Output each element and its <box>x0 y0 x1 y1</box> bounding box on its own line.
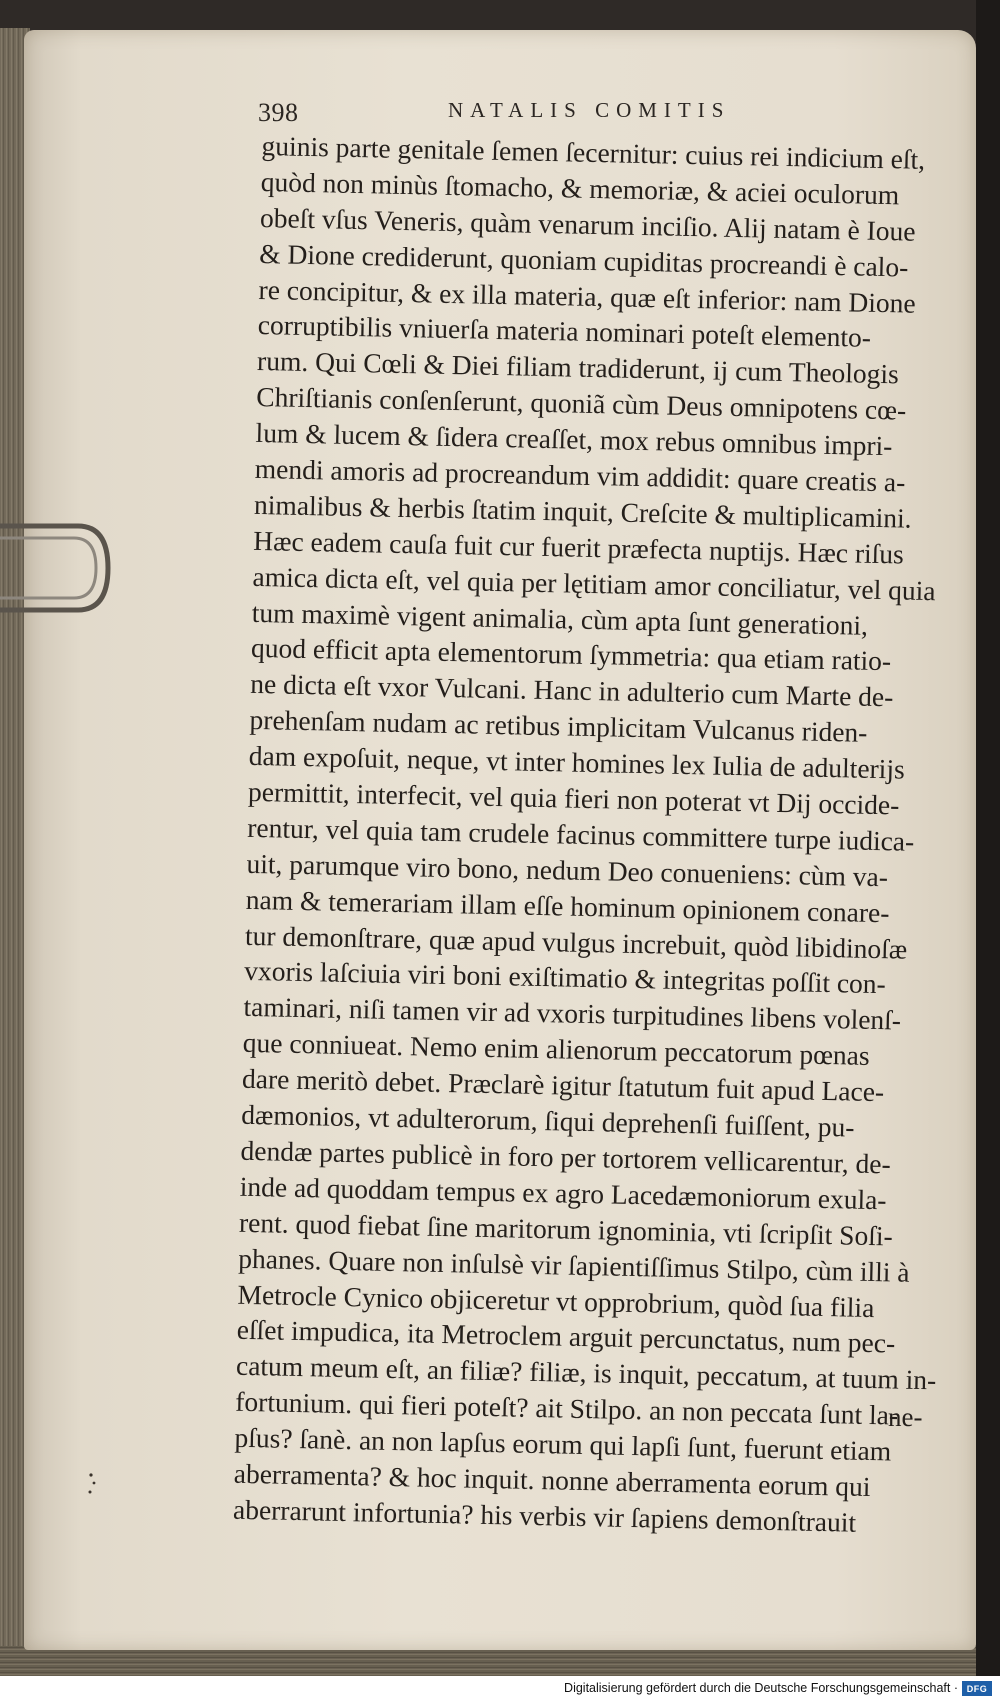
text-line: mendi amoris ad procreandum vim addidit: quare creatis a- <box>254 452 906 498</box>
text-line: uit, parumque viro bono, nedum Deo conueniens: cùm va- <box>246 847 889 893</box>
body-text <box>233 128 942 1542</box>
running-head: NATALIS COMITIS <box>448 98 731 122</box>
text-line: Hæc eadem cauſa fuit cur fuerit præfecta nuptijs. Hæc riſus <box>253 524 905 570</box>
text-line: amica dicta eſt, vel quia per lętitiam amor conciliatur, vel quia <box>252 560 936 606</box>
text-line: dam expoſuit, neque, vt inter homines lex Iulia de adulterijs <box>248 740 906 785</box>
footer-credit: Digitalisierung gefördert durch die Deutsche Forschungsgemeinschaft · <box>564 1681 958 1695</box>
text-line: permittit, interfecit, vel quia fieri non poterat vt Dij occide- <box>247 775 900 821</box>
text-line: tur demonſtrare, quæ apud vulgus increbuit, quòd libidinoſæ <box>244 919 908 965</box>
text-line: corruptibilis vniuerſa materia nominari poteſt elemento- <box>257 309 872 354</box>
text-line: nimalibus & herbis ſtatim inquit, Creſcite & multiplicamini. <box>253 488 912 534</box>
text-line: aberrarunt infortunia? his verbis vir ſapiens demonſtrauit <box>232 1493 857 1538</box>
book-page-edges-bottom <box>0 1646 1000 1676</box>
text-line: quod efficit apta elementorum ſymmetria: qua etiam ratio- <box>250 632 892 677</box>
text-line: prehenſam nudam ac retibus implicitam Vulcanus riden- <box>249 704 868 749</box>
text-line: rum. Qui Cœli & Diei filiam tradiderunt, ij cum Theologis <box>256 345 900 390</box>
text-line: aberramenta? & hoc inquit. nonne aberramenta eorum qui <box>233 1457 871 1502</box>
text-line: fortunium. qui fieri poteſt? ait Stilpo. an non peccata ſunt la- <box>235 1385 899 1431</box>
text-line: lum & lucem & ſidera creaſſet, mox rebus omnibus impri- <box>255 417 893 462</box>
ink-marks <box>85 1470 99 1500</box>
text-line: phanes. Quare non inſulsè vir ſapientiſſimus Stilpo, cùm illi à <box>238 1242 910 1288</box>
text-line: dendæ partes publicè in foro per tortorem vellicarentur, de- <box>240 1134 892 1180</box>
text-line: catum meum eſt, an filiæ? filiæ, is inquit, peccatum, at tuum in- <box>235 1350 937 1396</box>
text-line: rentur, vel quia tam crudele facinus committere turpe iudica- <box>247 811 915 857</box>
dfg-logo[interactable]: DFG <box>962 1681 992 1696</box>
text-line: nam & temerariam illam eſſe hominum opinionem conare- <box>245 883 890 929</box>
scan-border-right <box>976 0 1000 1702</box>
text-line: eſſet impudica, ita Metroclem arguit percunctatus, num pec- <box>236 1314 896 1359</box>
text-line: pſus? ſanè. an non lapſus eorum qui lapſi ſunt, fuerunt etiam <box>234 1421 892 1467</box>
text-line: & Dione crediderunt, quoniam cupiditas procreandi è calo- <box>259 237 909 283</box>
text-line: guinis parte genitale ſemen ſecernitur: cuius rei indicium eſt, <box>261 129 926 175</box>
text-line: obeſt vſus Veneris, quàm venarum inciſio. Alij natam è Ioue <box>259 201 916 247</box>
digitization-footer <box>0 1676 1000 1702</box>
text-line: que conniueat. Nemo enim alienorum peccatorum pœnas <box>242 1027 870 1072</box>
text-line: dare meritò debet. Præclarè igitur ſtatutum fuit apud Lace- <box>241 1062 885 1108</box>
text-line: rent. quod fiebat ſine maritorum ignominia, vti ſcripſit Soſi- <box>238 1206 894 1252</box>
text-line: Metrocle Cynico objiceretur vt opprobrium, quòd ſua filia <box>237 1278 875 1323</box>
text-line: vxoris laſciuia viri boni exiſtimatio & integritas poſſit con- <box>244 955 887 1000</box>
text-line: tum maximè vigent animalia, cùm apta ſunt generationi, <box>251 596 869 641</box>
text-line: quòd non minùs ſtomacho, & memoriæ, & aciei oculorum <box>260 165 900 211</box>
catchword: ne- <box>888 1402 923 1432</box>
paper-clip <box>0 508 112 628</box>
text-line: Chriſtianis conſenſerunt, quoniã cùm Deus omnipotens cœ- <box>256 381 907 426</box>
text-line: inde ad quoddam tempus ex agro Lacedæmoniorum exula- <box>239 1170 887 1216</box>
text-line: re concipitur, & ex illa materia, quæ eſt inferior: nam Dione <box>258 273 916 319</box>
text-line: ne dicta eſt vxor Vulcani. Hanc in adulterio cum Marte de- <box>250 668 894 713</box>
page-number: 398 <box>258 98 299 127</box>
text-line: taminari, niſi tamen vir ad vxoris turpitudines libens volenſ- <box>243 991 902 1036</box>
page-header <box>258 98 818 128</box>
text-line: dæmonios, vt adulterorum, ſiqui deprehenſi fuiſſent, pu- <box>241 1098 855 1143</box>
